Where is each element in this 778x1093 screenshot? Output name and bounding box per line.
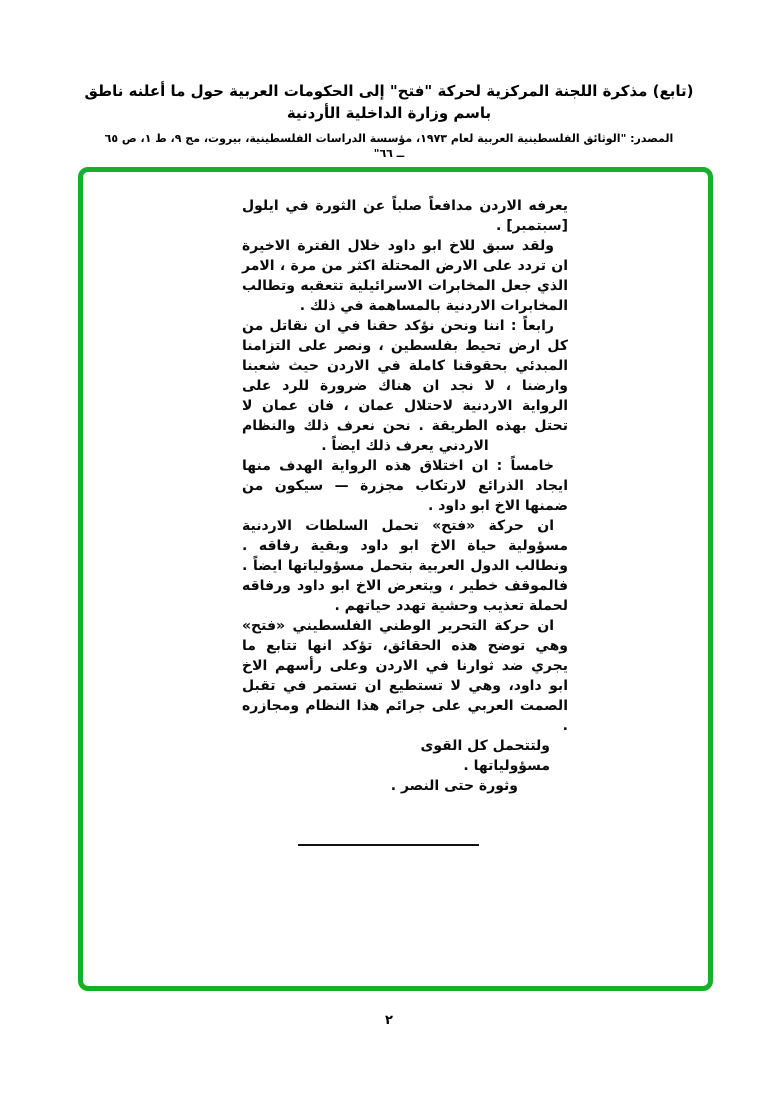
- paragraph: ولقد سبق للاخ ابو داود خلال الفترة الاخيرة ان تردد على الارض المحتلة اكثر من مرة ، الامر الذي جعل المخابرات الاسرائيلية تتعقبه وتطالب المخابرات الاردنية بالمساهمة في ذلك .: [242, 238, 568, 314]
- closing-slogan: وثورة حتى النصر .: [390, 778, 518, 794]
- paragraph: ان حركة التحرير الوطني الفلسطيني «فتح» وهي توضح هذه الحقائق، تؤكد انها تتابع ما يجري ضد ثوارنا في الاردن وعلى رأسهم الاخ ابو داود، وهي لا تستطيع ان تستمر في تقبل الصمت العربي على جرائم هذا النظام ومجازره .: [242, 618, 568, 734]
- paragraph: ان حركة «فتح» تحمل السلطات الاردنية مسؤولية حياة الاخ ابو داود وبقية رفاقه . ونطالب الدول العربية بتحمل مسؤولياتها ايضاً . فالموقف خطير ، ويتعرض الاخ ابو داود ورفاقه لحملة تعذيب وحشية تهدد حياتهم .: [242, 518, 568, 614]
- page-number: ٢: [385, 1013, 393, 1028]
- document-title: (تابع) مذكرة اللجنة المركزية لحركة "فتح" إلى الحكومات العربية حول ما أعلنه ناطق باسم وزارة الداخلية الأردنية: [84, 82, 694, 122]
- document-header: [0, 80, 778, 161]
- closing-line: ولتتحمل كل القوى مسؤولياتها .: [420, 738, 550, 774]
- section-divider: [298, 844, 479, 846]
- paragraph-fourth-point: رابعاً : اننا ونحن نؤكد حقنا في ان نقاتل من كل ارض تحيط بفلسطين ، ونصر على التزامنا المبدئي بحقوقنا كاملة في الاردن حيث شعبنا وارضنا ، لا نجد ان هناك ضرورة للرد على الرواية الاردنية لاحتلال عمان ، فان عمان لا تحتل بهذه الطريقة . نحن نعرف ذلك والنظام الاردني يعرف ذلك ايضاً .: [242, 318, 568, 454]
- paragraph-continuation: يعرفه الاردن مدافعاً صلباً عن الثورة في ايلول [سبتمبر] .: [242, 198, 568, 234]
- document-source-citation: المصدر: "الوثائق الفلسطينية العربية لعام ١٩٧٣، مؤسسة الدراسات الفلسطينية، بيروت، مج ٩، ط ١، ص ٦٥ ــ ٦٦": [104, 132, 674, 160]
- paragraph-fifth-point: خامساً : ان اختلاق هذه الرواية الهدف منها ايجاد الذرائع لارتكاب مجزرة — سيكون من ضمنها الاخ ابو داود .: [242, 458, 568, 514]
- document-body: [242, 196, 568, 846]
